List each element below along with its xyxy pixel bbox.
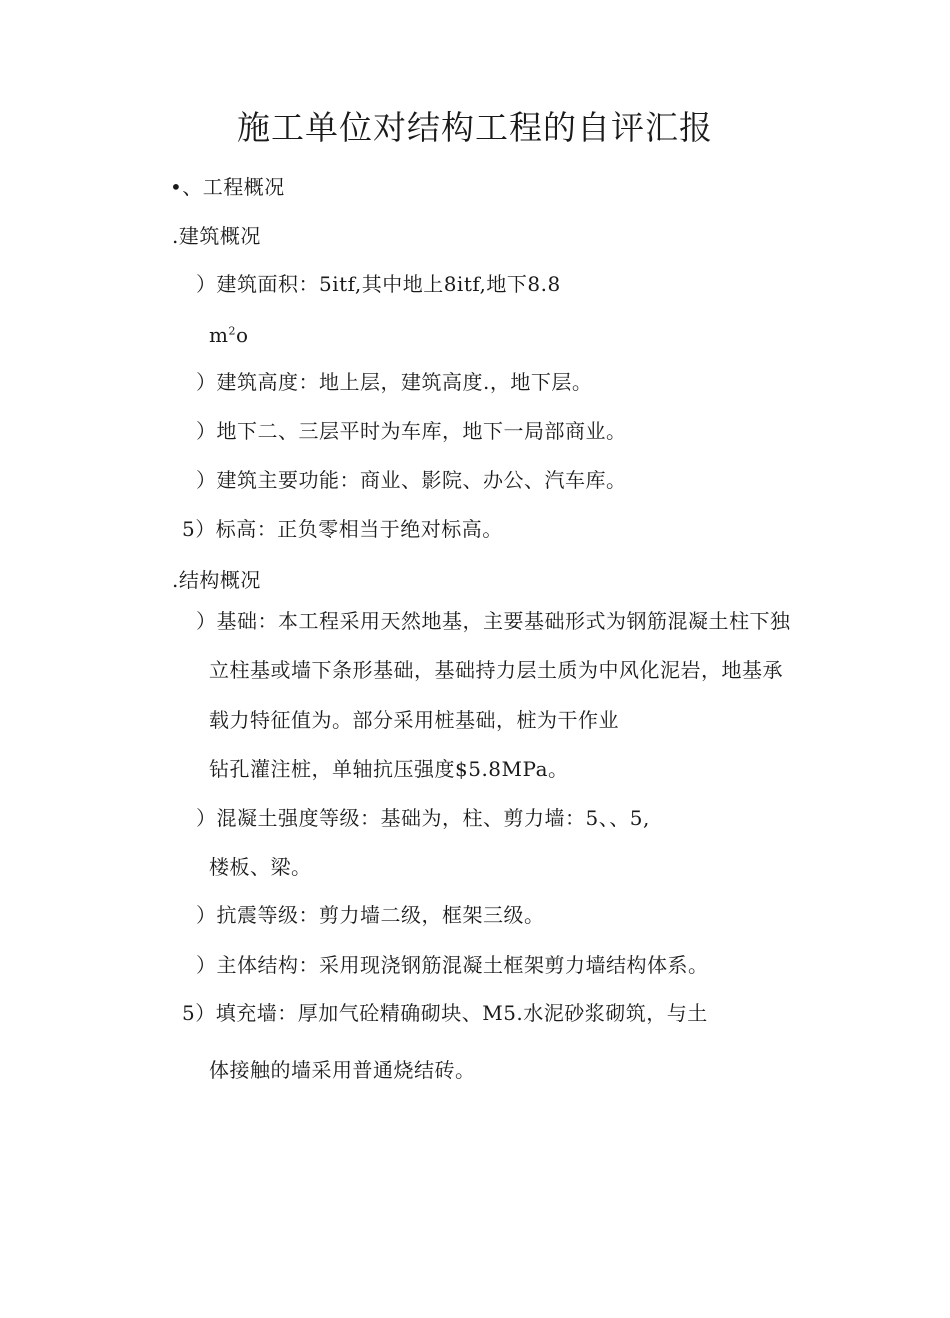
unit-superscript: 2 [228,324,236,338]
building-height-line: ）建筑高度：地上层，建筑高度.，地下层。 [196,370,593,394]
foundation-line-2: 立柱基或墙下条形基础，基础持力层土质为中风化泥岩，地基承 [209,658,783,682]
document-title: 施工单位对结构工程的自评汇报 [237,108,713,147]
building-area-unit [209,320,249,350]
foundation-line-1: ）基础：本工程采用天然地基，主要基础形式为钢筋混凝土柱下独 [196,609,791,633]
elevation-line: 5）标高：正负零相当于绝对标高。 [182,517,503,541]
section-heading-overview: •、工程概况 [170,175,285,199]
foundation-line-3: 载力特征值为。部分采用桩基础，桩为干作业 [209,708,619,732]
building-area-line: ）建筑面积：5itf,其中地上8itf,地下8.8 [196,272,561,296]
infill-wall-line-1: 5）填充墙：厚加气砼精确砌块、M5.水泥砂浆砌筑，与土 [182,1001,708,1025]
infill-wall-line-2: 体接触的墙采用普通烧结砖。 [209,1058,476,1082]
subsection-heading-building: .建筑概况 [172,224,261,248]
main-structure-line: ）主体结构：采用现浇钢筋混凝土框架剪力墙结构体系。 [196,953,709,977]
concrete-grade-line-1: ）混凝土强度等级：基础为，柱、剪力墙：5、、5, [196,806,650,830]
basement-use-line: ）地下二、三层平时为车库，地下一局部商业。 [196,419,627,443]
main-function-line: ）建筑主要功能：商业、影院、办公、汽车库。 [196,468,627,492]
concrete-grade-line-2: 楼板、梁。 [209,855,312,879]
seismic-grade-line: ）抗震等级：剪力墙二级，框架三级。 [196,903,545,927]
subsection-heading-structure: .结构概况 [172,568,261,592]
unit-base: m [209,323,229,347]
foundation-line-4: 钻孔灌注桩，单轴抗压强度$5.8MPa。 [209,757,569,781]
unit-suffix: o [235,323,249,347]
